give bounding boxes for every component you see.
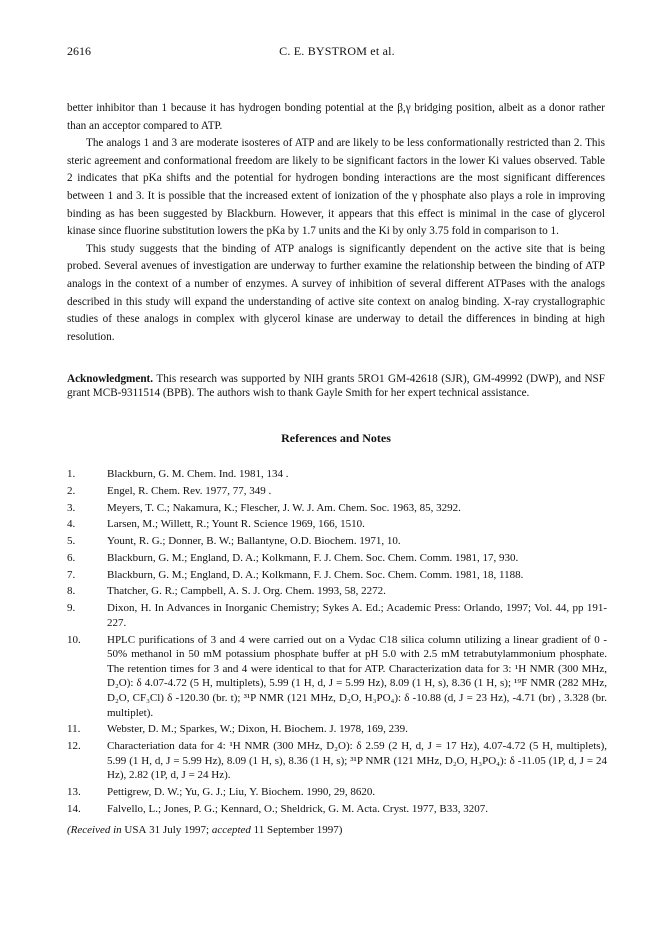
reference-text: Thatcher, G. R.; Campbell, A. S. J. Org. Chem. 1993, 58, 2272.	[107, 585, 386, 598]
reference-item	[67, 484, 607, 499]
reference-text: Meyers, T. C.; Nakamura, K.; Flescher, J. W. J. Am. Chem. Soc. 1963, 85, 3292.	[107, 501, 461, 514]
reference-number: 11.	[67, 723, 81, 736]
acknowledgment	[67, 372, 605, 400]
reference-text: Falvello, L.; Jones, P. G.; Kennard, O.; Sheldrick, G. M. Acta. Cryst. 1977, B33, 3207.	[107, 802, 489, 815]
reference-text: Dixon, H. In Advances in Inorganic Chemistry; Sykes A. Ed.; Academic Press: Orlando, 1997; Vol. 44, pp 191-227.	[107, 602, 607, 629]
reference-text: Blackburn, G. M. Chem. Ind. 1981, 134 .	[107, 468, 289, 480]
paragraph-1: better inhibitor than 1 because it has hydrogen bonding potential at the β,γ bridging position, albeit as a donor rather than an acceptor compared to ATP.	[67, 102, 605, 132]
reference-number: 4.	[67, 518, 76, 531]
reference-text: Larsen, M.; Willett, R.; Yount R. Science 1969, 166, 1510.	[107, 518, 365, 531]
reference-text: Webster, D. M.; Sparkes, W.; Dixon, H. Biochem. J. 1978, 169, 239.	[107, 723, 408, 736]
reference-item	[67, 785, 607, 800]
reference-number: 5.	[67, 535, 76, 548]
reference-number: 8.	[67, 585, 76, 598]
reference-item	[67, 467, 607, 482]
paragraph-2: The analogs 1 and 3 are moderate isosteres of ATP and are likely to be less conformationally restricted than 2. This steric agreement and conformational freedom are likely to be significant factors in the lower Ki values observed. Table 2 indicates that pKa shifts and the potential for hydrogen bonding interactions are the most significant differences between 1 and 3. It is possible that the increased extent of ionization of the γ phosphate also plays a role in improving binding as has been suggested by Blackburn. However, it appears that this effect is minimal in the case of glycerol kinase since fluorine substitution lowers the pKa by 1.7 units and the Ki by only 3.75 fold in comparison to 1.	[67, 137, 605, 238]
paragraph-3: This study suggests that the binding of ATP analogs is significantly dependent on the active site that is being probed. Several avenues of investigation are underway to further examine the relationship between the binding of ATP analogs in the context of a number of enzymes. A survey of inhibition of several different ATPases with the analogs described in this study will expand the understanding of active site context on analog binding. X-ray crystallographic studies of these analogs in complex with glycerol kinase are underway to detail the differences in binding at high resolution.	[67, 242, 605, 343]
reference-number: 13.	[67, 786, 81, 799]
accepted-label: accepted	[211, 824, 251, 836]
page-header	[67, 44, 607, 60]
reference-text: Yount, R. G.; Donner, B. W.; Ballantyne, O.D. Biochem. 1971, 10.	[107, 535, 401, 548]
reference-text: HPLC purifications of 3 and 4 were carried out on a Vydac C18 silica column utilizing a linear gradient of 0 - 50% methanol in 50 mM potassium phosphate buffer at pH 5.0 with 2.5 mM tetrabutylammonium phosphate. The retention times for 3 and 4 were identical to that for ATP. Characterization data for 3: ¹H NMR (300 MHz, D₂O): δ 4.07-4.72 (5 H, multiplets), 5.99 (1 H, d, J = 5.99 Hz), 8.09 (1 H, s), 8.36 (1 H, s); ¹⁹F NMR (282 MHz, D₂O, CF₃Cl) δ -120.30 (br. t); ³¹P NMR (121 MHz, D₂O, H₃PO₄): δ -10.88 (d, J = 23 Hz), -4.71 (br) , 3.328 (br. multiplet).	[107, 633, 607, 719]
reference-number: 9.	[67, 602, 76, 615]
acknowledgment-label: Acknowledgment.	[67, 373, 154, 385]
reference-number: 10.	[67, 633, 81, 646]
reference-number: 2.	[67, 484, 76, 497]
reference-text: Characteriation data for 4: ¹H NMR (300 MHz, D₂O): δ 2.59 (2 H, d, J = 17 Hz), 4.07-4.72 (5 H, multiplets), 5.99 (1 H, d, J = 5.99 Hz), 8.09 (1 H, s), 8.36 (1 H, s); ³¹P NMR (121 MHz, D₂O, H₃PO₄): δ -11.05 (1P, d, J = 24 Hz), 2.82 (1P, d, J = 24 Hz).	[107, 740, 607, 782]
reference-item	[67, 584, 607, 599]
reference-text: Pettigrew, D. W.; Yu, G. J.; Liu, Y. Biochem. 1990, 29, 8620.	[107, 786, 376, 799]
reference-item	[67, 568, 607, 583]
received-place: USA	[124, 824, 147, 836]
received-date: 31 July 1997;	[149, 824, 210, 836]
reference-item	[67, 517, 607, 532]
body-text	[67, 100, 605, 346]
reference-item	[67, 551, 607, 566]
page-number: 2616	[67, 44, 91, 58]
reference-item	[67, 802, 607, 817]
reference-number: 7.	[67, 568, 76, 581]
reference-number: 3.	[67, 501, 76, 514]
reference-item	[67, 501, 607, 516]
reference-item	[67, 633, 607, 721]
reference-text: Blackburn, G. M.; England, D. A.; Kolkmann, F. J. Chem. Soc. Chem. Comm. 1981, 18, 1188.	[107, 568, 524, 581]
reference-number: 14.	[67, 802, 81, 815]
accepted-date: 11 September 1997)	[253, 824, 343, 836]
reference-item	[67, 739, 607, 783]
reference-number: 12.	[67, 740, 81, 753]
reference-item	[67, 601, 607, 630]
received-line	[67, 824, 607, 836]
reference-number: 1.	[67, 468, 76, 480]
received-label: (Received in	[67, 824, 122, 836]
running-title: C. E. BYSTROM et al.	[279, 44, 395, 58]
reference-text: Engel, R. Chem. Rev. 1977, 77, 349 .	[107, 484, 272, 497]
reference-text: Blackburn, G. M.; England, D. A.; Kolkmann, F. J. Chem. Soc. Chem. Comm. 1981, 17, 930.	[107, 551, 519, 564]
reference-number: 6.	[67, 551, 76, 564]
reference-item	[67, 534, 607, 549]
references-title: References and Notes	[281, 431, 391, 445]
acknowledgment-text: This research was supported by NIH grants 5RO1 GM-42618 (SJR), GM-49992 (DWP), and NSF grant MCB-9311514 (BPB). The authors wish to thank Gayle Smith for her expert technical assistance.	[67, 373, 605, 399]
reference-item	[67, 722, 607, 737]
references-list	[67, 467, 607, 819]
